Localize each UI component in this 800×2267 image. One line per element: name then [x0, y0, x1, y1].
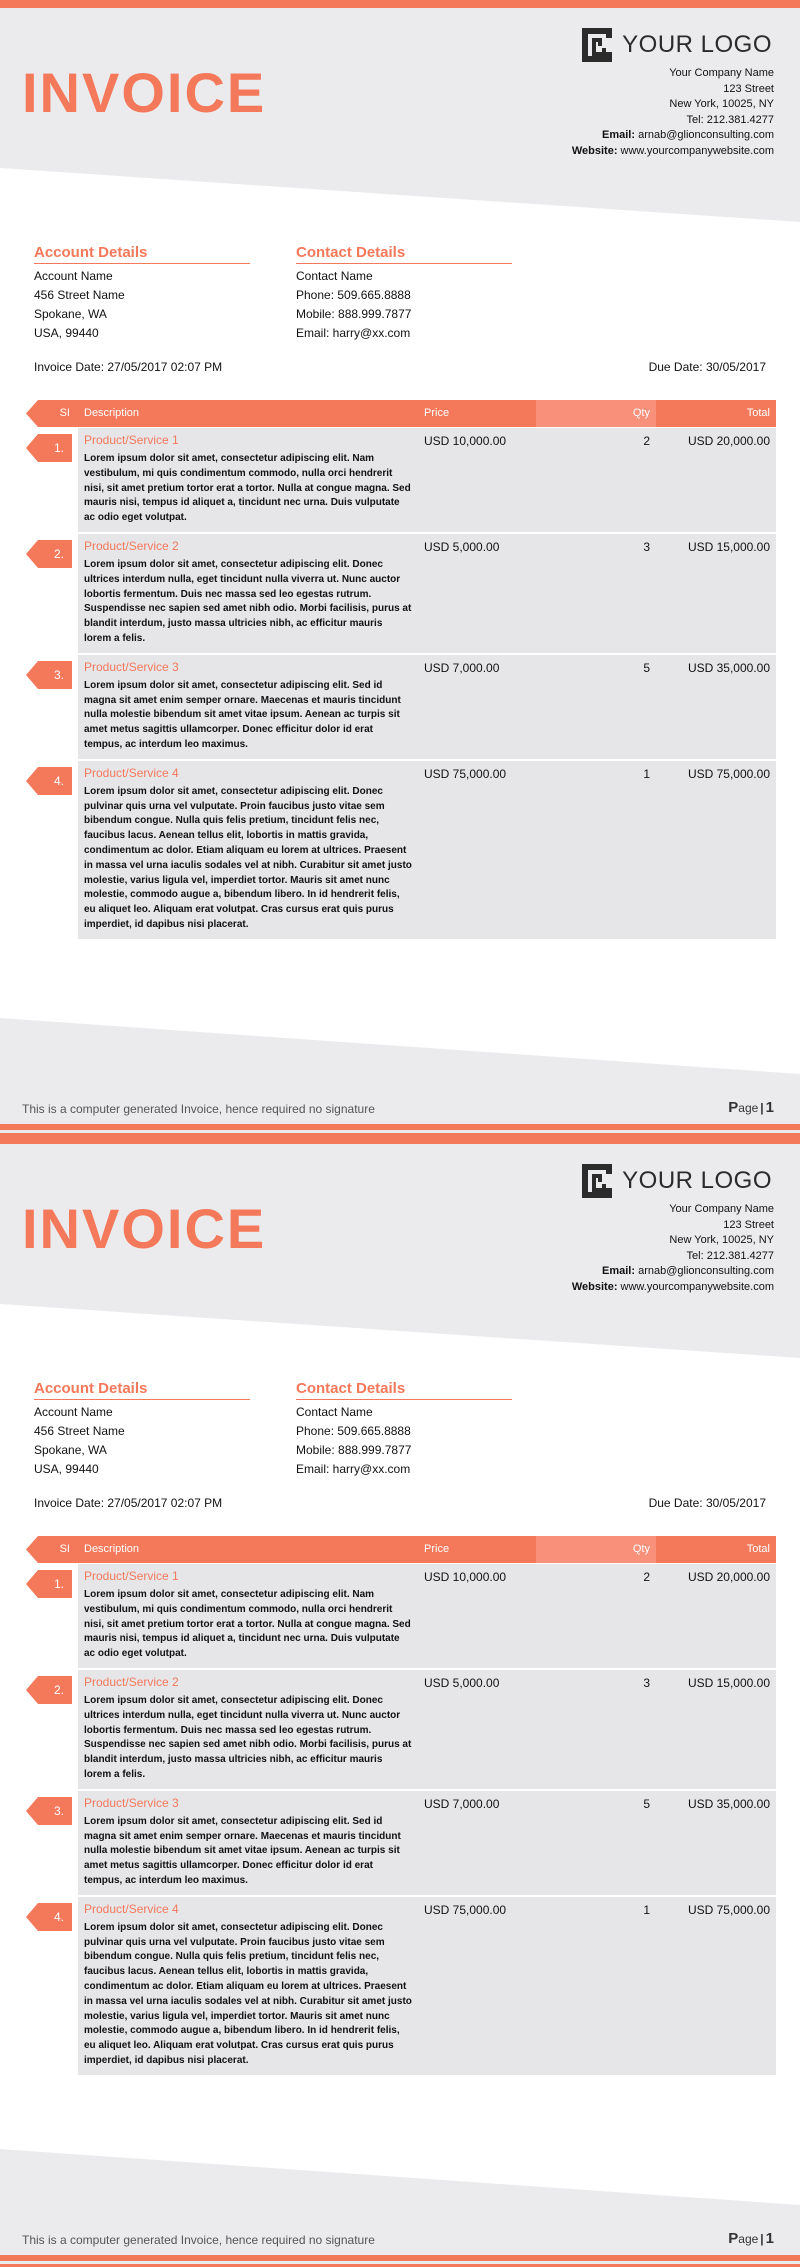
top-accent-stripe — [0, 0, 800, 8]
item-total: USD 20,000.00 — [656, 428, 776, 532]
item-price: USD 7,000.00 — [418, 1791, 536, 1895]
contact-line: Email: harry@xx.com — [296, 326, 411, 340]
item-description: Lorem ipsum dolor sit amet, consectetur adipiscing elit. Donec ultrices interdum nulla, eget tincidunt nulla viverra ut. Nunc auctor lobortis fermentum. Duis nec massa sed leo egestas rutrum. Suspendisse nec sapien sed amet nibh odio. Morbi facilisis, purus at blandit interdum, justo massa ultricies nibh, ac efficitur mauris lorem a felis. — [84, 1694, 412, 1780]
table-row — [26, 1564, 776, 1668]
item-price: USD 75,000.00 — [418, 761, 536, 939]
table-row — [26, 428, 776, 532]
invoice-date: Invoice Date: 27/05/2017 02:07 PM — [34, 1496, 223, 1510]
item-qty: 2 — [536, 428, 656, 532]
company-street: 123 Street — [723, 1218, 774, 1231]
account-line: Spokane, WA — [34, 307, 107, 321]
table-row — [26, 1791, 776, 1895]
header-qty: Qty — [536, 400, 656, 427]
item-name: Product/Service 2 — [84, 1674, 179, 1689]
item-total: USD 20,000.00 — [656, 1564, 776, 1668]
account-line: USA, 99440 — [34, 326, 99, 340]
header-total: Total — [656, 400, 776, 427]
footer-note: This is a computer generated Invoice, hence required no signature — [22, 2233, 375, 2247]
company-logo — [580, 26, 772, 64]
item-name: Product/Service 2 — [84, 538, 179, 553]
arrow-tag-icon — [26, 1797, 72, 1825]
footer-background — [0, 2147, 800, 2267]
row-number-badge: 2. — [26, 1676, 72, 1704]
row-number-badge: 4. — [26, 1903, 72, 1931]
bottom-accent-stripe — [0, 1124, 800, 1130]
invoice-title: INVOICE — [22, 61, 267, 124]
item-qty: 3 — [536, 1670, 656, 1789]
item-price: USD 5,000.00 — [418, 1670, 536, 1789]
header-price: Price — [418, 400, 536, 427]
account-line: Account Name — [34, 1405, 113, 1419]
footer-background — [0, 1016, 800, 1136]
square-spiral-logo-icon — [580, 26, 614, 64]
invoice-date: Invoice Date: 27/05/2017 02:07 PM — [34, 360, 223, 374]
line-items — [26, 428, 776, 941]
item-name: Product/Service 1 — [84, 433, 179, 447]
item-description: Lorem ipsum dolor sit amet, consectetur adipiscing elit. Donec pulvinar quis urna vel vulputate. Proin faucibus justo vitae sem bibendum congue. Nulla quis felis pretium, tincidunt felis nec, faucibus lacus. Aenean tellus elit, lobortis in mattis gravida, condimentum ac dolor. Etiam aliquam eu lorem at ultrices. Praesent in massa vel urna iaculis sodales vel at nibh. Curabitur sit amet justo molestie, varius ligula vel, imperdiet tortor. Mauris sit amet nunc molestie, commodo augue a, bibendum libero. In id hendrerit felis, eu aliquet leo. Aliquam erat volutpat. Cras cursus erat quis purus imperdiet, id dapibus nisi placerat. — [84, 785, 412, 930]
row-number-badge: 1. — [26, 1570, 72, 1598]
account-line: USA, 99440 — [34, 1462, 99, 1476]
item-total: USD 35,000.00 — [656, 1791, 776, 1895]
table-row — [26, 655, 776, 759]
item-description: Lorem ipsum dolor sit amet, consectetur adipiscing elit. Nam vestibulum, mi quis condimentum commodo, nulla orci hendrerit nisi, sit amet pretium tortor erat a tortor. Nulla at congue magna. Sed mauris nisi, tempus id aliquet a, tincidunt nec urna. Duis vulputate ac odio eget volutpat. — [84, 1589, 411, 1660]
arrow-tag-icon — [26, 661, 72, 689]
item-total: USD 15,000.00 — [656, 1670, 776, 1789]
item-price: USD 5,000.00 — [418, 534, 536, 653]
item-name: Product/Service 4 — [84, 1901, 179, 1916]
bottom-accent-stripe — [0, 2255, 800, 2261]
arrow-tag-icon — [26, 1570, 72, 1598]
account-details — [34, 1380, 250, 1479]
item-total: USD 75,000.00 — [656, 1897, 776, 2075]
header-si: SI — [26, 400, 78, 427]
due-date: Due Date: 30/05/2017 — [648, 360, 766, 374]
logo-text: YOUR LOGO — [622, 31, 772, 58]
company-website: Website: www.yourcompanywebsite.com — [571, 1280, 774, 1293]
header-price: Price — [418, 1536, 536, 1563]
due-date: Due Date: 30/05/2017 — [648, 1496, 766, 1510]
item-name: Product/Service 3 — [84, 659, 179, 674]
item-total: USD 15,000.00 — [656, 534, 776, 653]
header-total: Total — [656, 1536, 776, 1563]
arrow-tag-icon — [26, 1676, 72, 1704]
company-website: Website: www.yourcompanywebsite.com — [571, 144, 774, 157]
item-qty: 1 — [536, 761, 656, 939]
contact-details-heading: Contact Details — [296, 1380, 512, 1400]
table-row — [26, 534, 776, 653]
item-name: Product/Service 1 — [84, 1569, 179, 1583]
table-header — [26, 1536, 776, 1563]
contact-line: Phone: 509.665.8888 — [296, 288, 411, 302]
item-price: USD 75,000.00 — [418, 1897, 536, 2075]
item-description: Lorem ipsum dolor sit amet, consectetur adipiscing elit. Sed id magna sit amet enim semper ornare. Maecenas et mauris tincidunt nulla molestie bibendum sit amet vitae ipsum. Aenean ac turpis sit amet metus sagittis ullamcorper. Donec efficitur dolor id erat tempus, ac interdum leo maximus. — [84, 679, 401, 750]
company-address — [572, 66, 774, 159]
account-details-heading: Account Details — [34, 244, 250, 264]
item-name: Product/Service 4 — [84, 765, 179, 780]
account-line: Account Name — [34, 269, 113, 283]
item-price: USD 7,000.00 — [418, 655, 536, 759]
header-description: Description — [78, 1536, 418, 1563]
company-tel: Tel: 212.381.4277 — [686, 1249, 774, 1262]
logo-text: YOUR LOGO — [622, 1167, 772, 1194]
company-address — [572, 1202, 774, 1295]
arrow-tag-icon — [26, 1903, 72, 1931]
row-number-badge: 3. — [26, 1797, 72, 1825]
top-accent-stripe — [0, 1136, 800, 1144]
item-description: Lorem ipsum dolor sit amet, consectetur adipiscing elit. Donec ultrices interdum nulla, eget tincidunt nulla viverra ut. Nunc auctor lobortis fermentum. Duis nec massa sed leo egestas rutrum. Suspendisse nec sapien sed amet nibh odio. Morbi facilisis, purus at blandit interdum, justo massa ultricies nibh, ac efficitur mauris lorem a felis. — [84, 558, 412, 644]
page-number: Page | 1 — [728, 1099, 774, 1116]
item-total: USD 75,000.00 — [656, 761, 776, 939]
account-details — [34, 244, 250, 343]
company-email: Email: arnab@glionconsulting.com — [602, 1265, 774, 1277]
contact-line: Mobile: 888.999.7877 — [296, 307, 412, 321]
company-email: Email: arnab@glionconsulting.com — [602, 129, 774, 141]
row-number-badge: 4. — [26, 767, 72, 795]
item-name: Product/Service 3 — [84, 1795, 179, 1810]
company-logo — [580, 1162, 772, 1200]
contact-line: Mobile: 888.999.7877 — [296, 1443, 412, 1457]
contact-details — [296, 244, 512, 343]
table-header — [26, 400, 776, 427]
contact-line: Email: harry@xx.com — [296, 1462, 411, 1476]
company-street: 123 Street — [723, 82, 774, 95]
header-si: SI — [26, 1536, 78, 1563]
arrow-tag-icon — [26, 540, 72, 568]
line-items — [26, 1564, 776, 2077]
table-row — [26, 1670, 776, 1789]
contact-line: Phone: 509.665.8888 — [296, 1424, 411, 1438]
item-price: USD 10,000.00 — [418, 428, 536, 532]
arrow-tag-icon — [26, 434, 72, 462]
item-price: USD 10,000.00 — [418, 1564, 536, 1668]
company-city: New York, 10025, NY — [669, 98, 774, 110]
company-city: New York, 10025, NY — [669, 1234, 774, 1246]
item-qty: 1 — [536, 1897, 656, 2075]
square-spiral-logo-icon — [580, 1162, 614, 1200]
item-qty: 5 — [536, 655, 656, 759]
contact-line: Contact Name — [296, 1405, 373, 1419]
table-row — [26, 761, 776, 939]
company-name: Your Company Name — [669, 1203, 774, 1215]
item-qty: 5 — [536, 1791, 656, 1895]
header-description: Description — [78, 400, 418, 427]
arrow-tag-icon — [26, 400, 78, 427]
item-description: Lorem ipsum dolor sit amet, consectetur adipiscing elit. Donec pulvinar quis urna vel vulputate. Proin faucibus justo vitae sem bibendum congue. Nulla quis felis pretium, tincidunt felis nec, faucibus lacus. Aenean tellus elit, lobortis in mattis gravida, condimentum ac dolor. Etiam aliquam eu lorem at ultrices. Praesent in massa vel urna iaculis sodales vel at nibh. Curabitur sit amet justo molestie, varius ligula vel, imperdiet tortor. Mauris sit amet nunc molestie, commodo augue a, bibendum libero. In id hendrerit felis, eu aliquet leo. Aliquam erat volutpat. Cras cursus erat quis purus imperdiet, id dapibus nisi placerat. — [84, 1921, 412, 2066]
table-row — [26, 1897, 776, 2075]
item-description: Lorem ipsum dolor sit amet, consectetur adipiscing elit. Nam vestibulum, mi quis condimentum commodo, nulla orci hendrerit nisi, sit amet pretium tortor erat a tortor. Nulla at congue magna. Sed mauris nisi, tempus id aliquet a, tincidunt nec urna. Duis vulputate ac odio eget volutpat. — [84, 453, 411, 524]
company-tel: Tel: 212.381.4277 — [686, 113, 774, 126]
row-number-badge: 1. — [26, 434, 72, 462]
footer-note: This is a computer generated Invoice, hence required no signature — [22, 1102, 375, 1116]
account-line: Spokane, WA — [34, 1443, 107, 1457]
item-qty: 3 — [536, 534, 656, 653]
invoice-page — [0, 1136, 800, 2267]
contact-line: Contact Name — [296, 269, 373, 283]
company-name: Your Company Name — [669, 67, 774, 79]
item-total: USD 35,000.00 — [656, 655, 776, 759]
row-number-badge: 2. — [26, 540, 72, 568]
account-details-heading: Account Details — [34, 1380, 250, 1400]
account-line: 456 Street Name — [34, 1424, 125, 1438]
contact-details — [296, 1380, 512, 1479]
contact-details-heading: Contact Details — [296, 244, 512, 264]
header-qty: Qty — [536, 1536, 656, 1563]
account-line: 456 Street Name — [34, 288, 125, 302]
item-qty: 2 — [536, 1564, 656, 1668]
row-number-badge: 3. — [26, 661, 72, 689]
invoice-title: INVOICE — [22, 1197, 267, 1260]
arrow-tag-icon — [26, 1536, 78, 1563]
arrow-tag-icon — [26, 767, 72, 795]
page-number: Page | 1 — [728, 2230, 774, 2247]
item-description: Lorem ipsum dolor sit amet, consectetur adipiscing elit. Sed id magna sit amet enim semper ornare. Maecenas et mauris tincidunt nulla molestie bibendum sit amet vitae ipsum. Aenean ac turpis sit amet metus sagittis ullamcorper. Donec efficitur dolor id erat tempus, ac interdum leo maximus. — [84, 1815, 401, 1886]
